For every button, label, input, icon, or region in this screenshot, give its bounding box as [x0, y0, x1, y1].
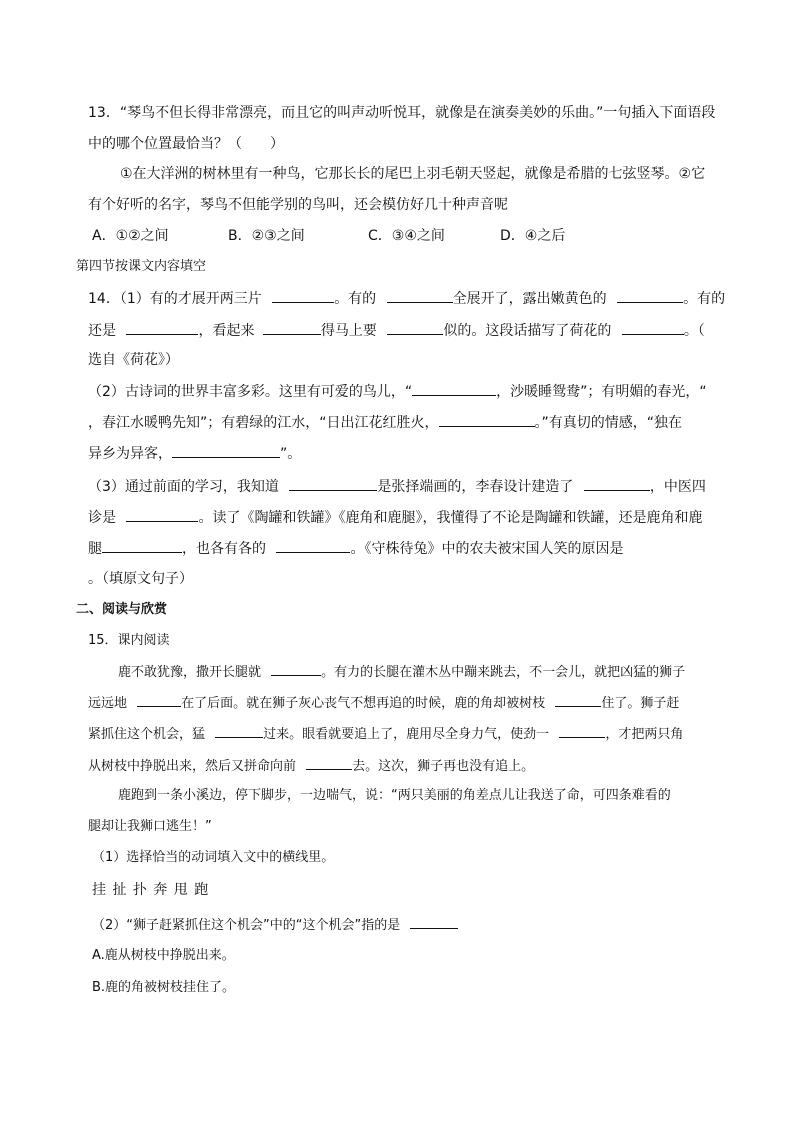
q14-text: ，中医四 — [649, 479, 706, 495]
q14-text: 异乡为异客， — [88, 446, 172, 462]
q14-text: ，春江水暖鸭先知”；有碧绿的江水，“日出江花红胜火， — [88, 415, 439, 431]
reading-text: 从树枝中挣脱出来，然后又拼命向前 — [88, 759, 297, 774]
q14-part1-source: 选自《荷花》） — [88, 352, 179, 368]
answer-blank[interactable] — [584, 476, 650, 491]
answer-blank[interactable] — [559, 723, 605, 738]
answer-blank[interactable] — [272, 288, 334, 303]
q13-passage-line2: 有个好听的名字，琴鸟不但能学别的鸟叫，还会模仿好几十种声音呢 — [88, 197, 508, 213]
reading-text: 过来。眼看就要追上了，鹿用尽全身力气，使劲一 — [263, 727, 550, 742]
q14-text: 腿 — [88, 541, 102, 557]
q15-reading-line5: 鹿跑到一条小溪边，停下脚步，一边喘气，说：“两只美丽的角差点儿让我送了命，可四条难看的 — [118, 788, 671, 803]
q15-title: 15．课内阅读 — [88, 633, 170, 648]
q14-text: ，也各有各的 — [182, 541, 266, 557]
q15-sub2 — [92, 914, 458, 936]
q14-text: ，看起来 — [198, 323, 255, 339]
q15-reading-line4 — [88, 755, 534, 777]
reading-text: 远远地 — [88, 696, 128, 711]
answer-blank[interactable] — [289, 476, 377, 491]
reading-text: 紧抓住这个机会，猛 — [88, 727, 206, 742]
q15-reading-line1 — [118, 661, 685, 683]
answer-blank[interactable] — [172, 443, 280, 458]
q14-text: 还是 — [88, 323, 116, 339]
q14-text: 是张择端画的，李春设计建造了 — [377, 479, 574, 495]
reading-text: ，才把两只角 — [605, 727, 684, 742]
answer-blank[interactable] — [410, 914, 458, 929]
q13-option-c: C．③④之间 — [368, 228, 445, 244]
q13-stem-line1: 13．“琴鸟不但长得非常漂亮，而且它的叫声动听悦耳，就像是在演奏美妙的乐曲。”一句插入下面语段 — [88, 105, 716, 121]
answer-blank[interactable] — [126, 507, 198, 522]
q14-text: 诊是 — [88, 510, 116, 526]
q13-option-a: A．①②之间 — [92, 228, 169, 244]
q13-option-b: B．②③之间 — [228, 228, 305, 244]
q14-text: 。（ — [683, 323, 705, 339]
q15-word-bank: 挂 扯 扑 奔 甩 跑 — [92, 882, 210, 898]
q15-sub1: （1）选择恰当的动词填入文中的横线里。 — [92, 850, 335, 865]
q15-reading-line3 — [88, 723, 683, 745]
q14-text: 14．（1）有的才展开两三片 — [88, 291, 262, 307]
answer-blank[interactable] — [276, 538, 350, 553]
q14-text: 。有的 — [683, 291, 726, 307]
section2-title: 二、阅读与欣赏 — [76, 602, 168, 617]
answer-blank[interactable] — [387, 288, 453, 303]
q15-option-a: A.鹿从树枝中挣脱出来。 — [92, 948, 235, 963]
q15-reading-line2 — [88, 692, 679, 714]
answer-blank[interactable] — [137, 692, 181, 707]
q14-text: ”。 — [280, 446, 302, 462]
q14-part3-line3 — [88, 538, 623, 559]
q14-part3-line2 — [88, 507, 702, 528]
q14-text: ，沙暖睡鸳鸯”；有明媚的春光，“ — [496, 384, 707, 400]
q14-part2-line3 — [88, 443, 301, 464]
q14-text: 。有的 — [334, 291, 377, 307]
q14-text: 。读了《陶罐和铁罐》《鹿角和鹿腿》，我懂得了不论是陶罐和铁罐，还是鹿角和鹿 — [198, 510, 703, 526]
q14-text: 。”有真切的情感，“独在 — [534, 415, 683, 431]
answer-blank[interactable] — [555, 692, 601, 707]
answer-blank[interactable] — [102, 538, 182, 553]
q15-option-b: B.鹿的角被树枝挂住了。 — [92, 980, 236, 995]
section4-title: 第四节按课文内容填空 — [76, 259, 207, 274]
q14-part1-line1 — [88, 288, 725, 309]
q14-text: （3）通过前面的学习，我知道 — [88, 479, 279, 495]
answer-blank[interactable] — [263, 320, 321, 335]
answer-blank[interactable] — [387, 320, 443, 335]
answer-blank[interactable] — [215, 723, 263, 738]
q14-text: 。《守株待兔》中的农夫被宋国人笑的原因是 — [350, 541, 624, 557]
q14-text: 得马上要 — [320, 323, 377, 339]
reading-text: 住了。狮子赶 — [601, 696, 680, 711]
answer-blank[interactable] — [271, 661, 321, 676]
q13-stem-line2: 中的哪个位置最恰当？（ ） — [88, 136, 284, 152]
answer-blank[interactable] — [439, 412, 535, 427]
reading-text: 去。这次，狮子再也没有追上。 — [352, 759, 535, 774]
q14-text: 全展开了，露出嫩黄色的 — [452, 291, 607, 307]
reading-text: 在了后面。就在狮子灰心丧气不想再追的时候，鹿的角却被树枝 — [181, 696, 546, 711]
q14-text: （2）古诗词的世界丰富多彩。这里有可爱的鸟儿，“ — [88, 384, 413, 400]
reading-text: 鹿不敢犹豫，撒开长腿就 — [118, 665, 262, 680]
answer-blank[interactable] — [622, 320, 684, 335]
q14-part2-line2 — [88, 412, 682, 433]
answer-blank[interactable] — [126, 320, 198, 335]
q15-reading-line6: 腿却让我狮口逃生！” — [88, 819, 212, 834]
q14-text: 似的。这段话描写了荷花的 — [443, 323, 612, 339]
q13-option-d: D．④之后 — [500, 228, 566, 244]
reading-text: 。有力的长腿在灌木丛中蹦来跳去，不一会儿，就把凶猛的狮子 — [321, 665, 686, 680]
q14-part1-line2 — [88, 320, 705, 341]
answer-blank[interactable] — [617, 288, 683, 303]
q14-part3-line1 — [88, 476, 706, 497]
answer-blank[interactable] — [412, 381, 496, 396]
q14-part3-line4: 。（填原文句子） — [88, 571, 193, 587]
q15-sub2-text: （2）“狮子赶紧抓住这个机会”中的“这个机会”指的是 — [92, 918, 401, 933]
q13-passage-line1: ①在大洋洲的树林里有一种鸟，它那长长的尾巴上羽毛朝天竖起，就像是希腊的七弦竖琴。②它 — [120, 166, 706, 182]
q14-part2-line1 — [88, 381, 707, 402]
answer-blank[interactable] — [306, 755, 352, 770]
